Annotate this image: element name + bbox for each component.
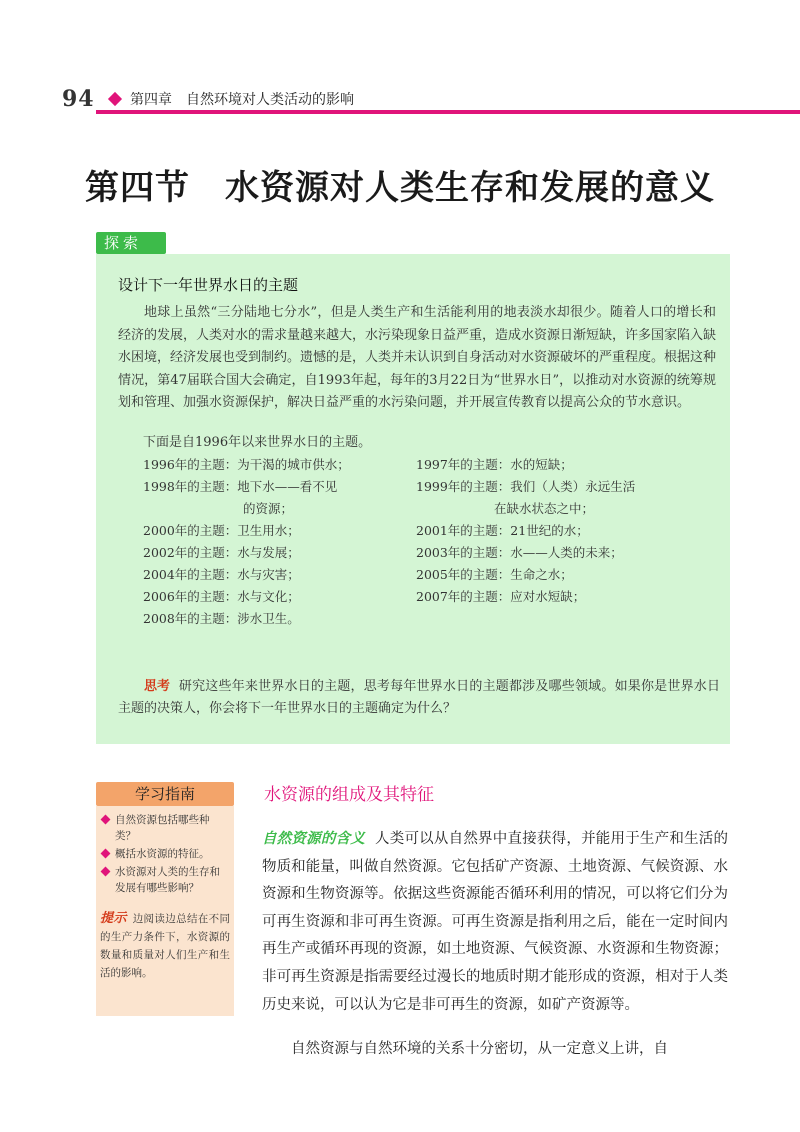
guide-item-text: 水资源对人类的生存和发展有哪些影响？ — [115, 866, 220, 894]
explore-paragraph: 地球上虽然“三分陆地七分水”，但是人类生产和生活能利用的地表淡水却很少。随着人口的增长和经济的发展，人类对水的需求量越来越大，水污染现象日益严重，造成水资源日渐短缺，许多国家陷入缺水困境，经济发展也受到制约。遗憾的是，人类并未认识到自身活动对水资源破坏的严重程度。根据这种情况，第47届联合国大会确定，自1993年起，每年的3月22日为“世界水日”，以推动对水资源的统筹规划和管理、加强水资源保护，解决日益严重的水污染问题，并开展宣传教育以提高公众的节水意识。 — [118, 305, 717, 410]
think-text: 研究这些年来世界水日的主题，思考每年世界水日的主题都涉及哪些领域。如果你是世界水日主题的决策人，你会将下一年世界水日的主题确定为什么？ — [118, 679, 720, 716]
think-paragraph — [118, 676, 720, 720]
explore-tab — [96, 232, 166, 254]
guide-item-text: 概括水资源的特征。 — [115, 848, 210, 860]
study-guide-header — [96, 782, 234, 806]
theme-item: 2003年的主题：水——人类的未来； — [416, 545, 623, 560]
theme-item: 的资源； — [243, 501, 294, 516]
tip-label: 提示 — [100, 911, 127, 926]
chapter-label: 第四章 — [130, 92, 172, 108]
study-guide-title: 学习指南 — [134, 785, 195, 803]
guide-item-text: 自然资源包括哪些种类？ — [115, 814, 210, 842]
theme-item: 1998年的主题：地下水——看不见 — [143, 479, 338, 494]
theme-item: 2005年的主题：生命之水； — [416, 567, 573, 582]
guide-item — [100, 812, 230, 844]
body-paragraph — [262, 826, 728, 1019]
explore-tab-label: 探索 — [104, 234, 143, 252]
chapter-title: 自然环境对人类活动的影响 — [186, 92, 354, 108]
theme-item: 1999年的主题：我们（人类）永远生活 — [416, 479, 636, 494]
tip-text: 边阅读边总结在不同的生产力条件下，水资源的数量和质量对人们生产和生活的影响。 — [100, 913, 230, 979]
guide-item — [100, 846, 230, 862]
diamond-bullet-icon — [101, 867, 111, 877]
body-paragraph-text: 人类可以从自然界中直接获得，并能用于生产和生活的物质和能量，叫做自然资源。它包括矿产资源、土地资源、气候资源、水资源和生物资源等。依据这些资源能否循环利用的情况，可以将它们分为可再生资源和非可再生资源。可再生资源是指利用之后，能在一定时间内再生产或循环再现的资源，如土地资源、气候资源、水资源和生物资源；非可再生资源是指需要经过漫长的地质时期才能形成的资源，相对于人类历史来说，可以认为它是非可再生的资源，如矿产资源等。 — [262, 831, 729, 1013]
guide-item — [100, 864, 230, 896]
section-title: 第四节 水资源对人类生存和发展的意义 — [85, 168, 715, 208]
explore-heading: 设计下一年世界水日的主题 — [118, 276, 299, 294]
page-number: 94 — [62, 86, 95, 112]
theme-item: 2001年的主题：21世纪的水； — [416, 523, 589, 538]
subsection-heading: 水资源的组成及其特征 — [264, 785, 434, 805]
theme-item: 2008年的主题：涉水卫生。 — [143, 611, 300, 626]
theme-item: 2006年的主题：水与文化； — [143, 589, 300, 604]
study-guide-list — [100, 812, 230, 898]
guide-tip — [100, 910, 230, 982]
themes-intro: 下面是自1996年以来世界水日的主题。 — [143, 435, 372, 450]
theme-item: 2002年的主题：水与发展； — [143, 545, 300, 560]
diamond-bullet-icon — [101, 849, 111, 859]
key-term: 自然资源的含义 — [262, 831, 366, 847]
theme-item: 在缺水状态之中； — [494, 501, 595, 516]
theme-item: 2004年的主题：水与灾害； — [143, 567, 300, 582]
think-label: 思考 — [144, 679, 171, 694]
theme-item: 2007年的主题：应对水短缺； — [416, 589, 586, 604]
diamond-icon — [108, 92, 122, 106]
theme-item: 1996年的主题：为干渴的城市供水； — [143, 457, 350, 472]
running-header — [130, 89, 354, 109]
theme-item: 1997年的主题：水的短缺； — [416, 457, 573, 472]
header-rule — [96, 110, 800, 114]
theme-item: 2000年的主题：卫生用水； — [143, 523, 300, 538]
body-paragraph: 自然资源与自然环境的关系十分密切，从一定意义上讲，自 — [291, 1041, 668, 1057]
diamond-bullet-icon — [101, 815, 111, 825]
